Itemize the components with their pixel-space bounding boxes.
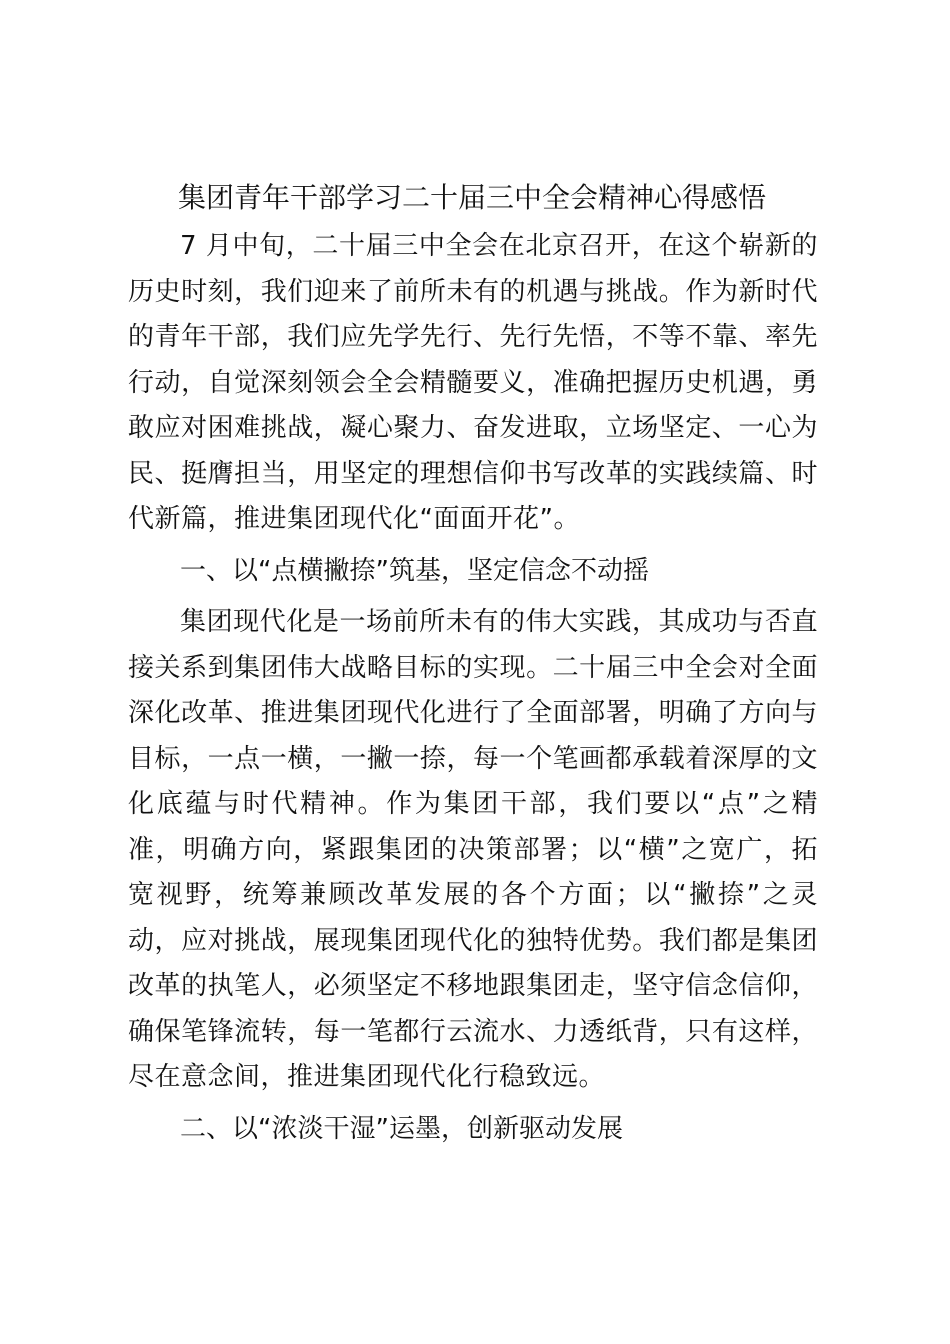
section-1-heading: 一、以“点横撇捺”筑基，坚定信念不动摇 — [180, 555, 649, 586]
document-page — [128, 172, 818, 1158]
intro-paragraph: 7 月中旬，二十届三中全会在北京召开，在这个崭新的历史时刻，我们迎来了前所未有的机遇与挑战。作为新时代的青年干部，我们应先学先行、先行先悟，不等不靠、率先行动，自觉深刻领会全会精髓要义，准确把握历史机遇，勇敢应对困难挑战，凝心聚力、奋发进取，立场坚定、一心为民、挺膺担当，用坚定的理想信仰书写改革的实践续篇、时代新篇，推进集团现代化“面面开花”。 — [128, 231, 818, 534]
section-2-heading: 二、以“浓淡干湿”运墨，创新驱动发展 — [180, 1113, 623, 1144]
section-1-paragraph: 集团现代化是一场前所未有的伟大实践，其成功与否直接关系到集团伟大战略目标的实现。二十届三中全会对全面深化改革、推进集团现代化进行了全面部署，明确了方向与目标，一点一横，一撇一捺，每一个笔画都承载着深厚的文化底蕴与时代精神。作为集团干部，我们要以“点”之精准，明确方向，紧跟集团的决策部署；以“横”之宽广，拓宽视野，统筹兼顾改革发展的各个方面；以“撇捺”之灵动，应对挑战，展现集团现代化的独特优势。我们都是集团改革的执笔人，必须坚定不移地跟集团走，坚守信念信仰，确保笔锋流转，每一笔都行云流水、力透纸背，只有这样，尽在意念间，推进集团现代化行稳致远。 — [128, 607, 818, 1092]
document-title: 集团青年干部学习二十届三中全会精神心得感悟 — [178, 181, 767, 214]
